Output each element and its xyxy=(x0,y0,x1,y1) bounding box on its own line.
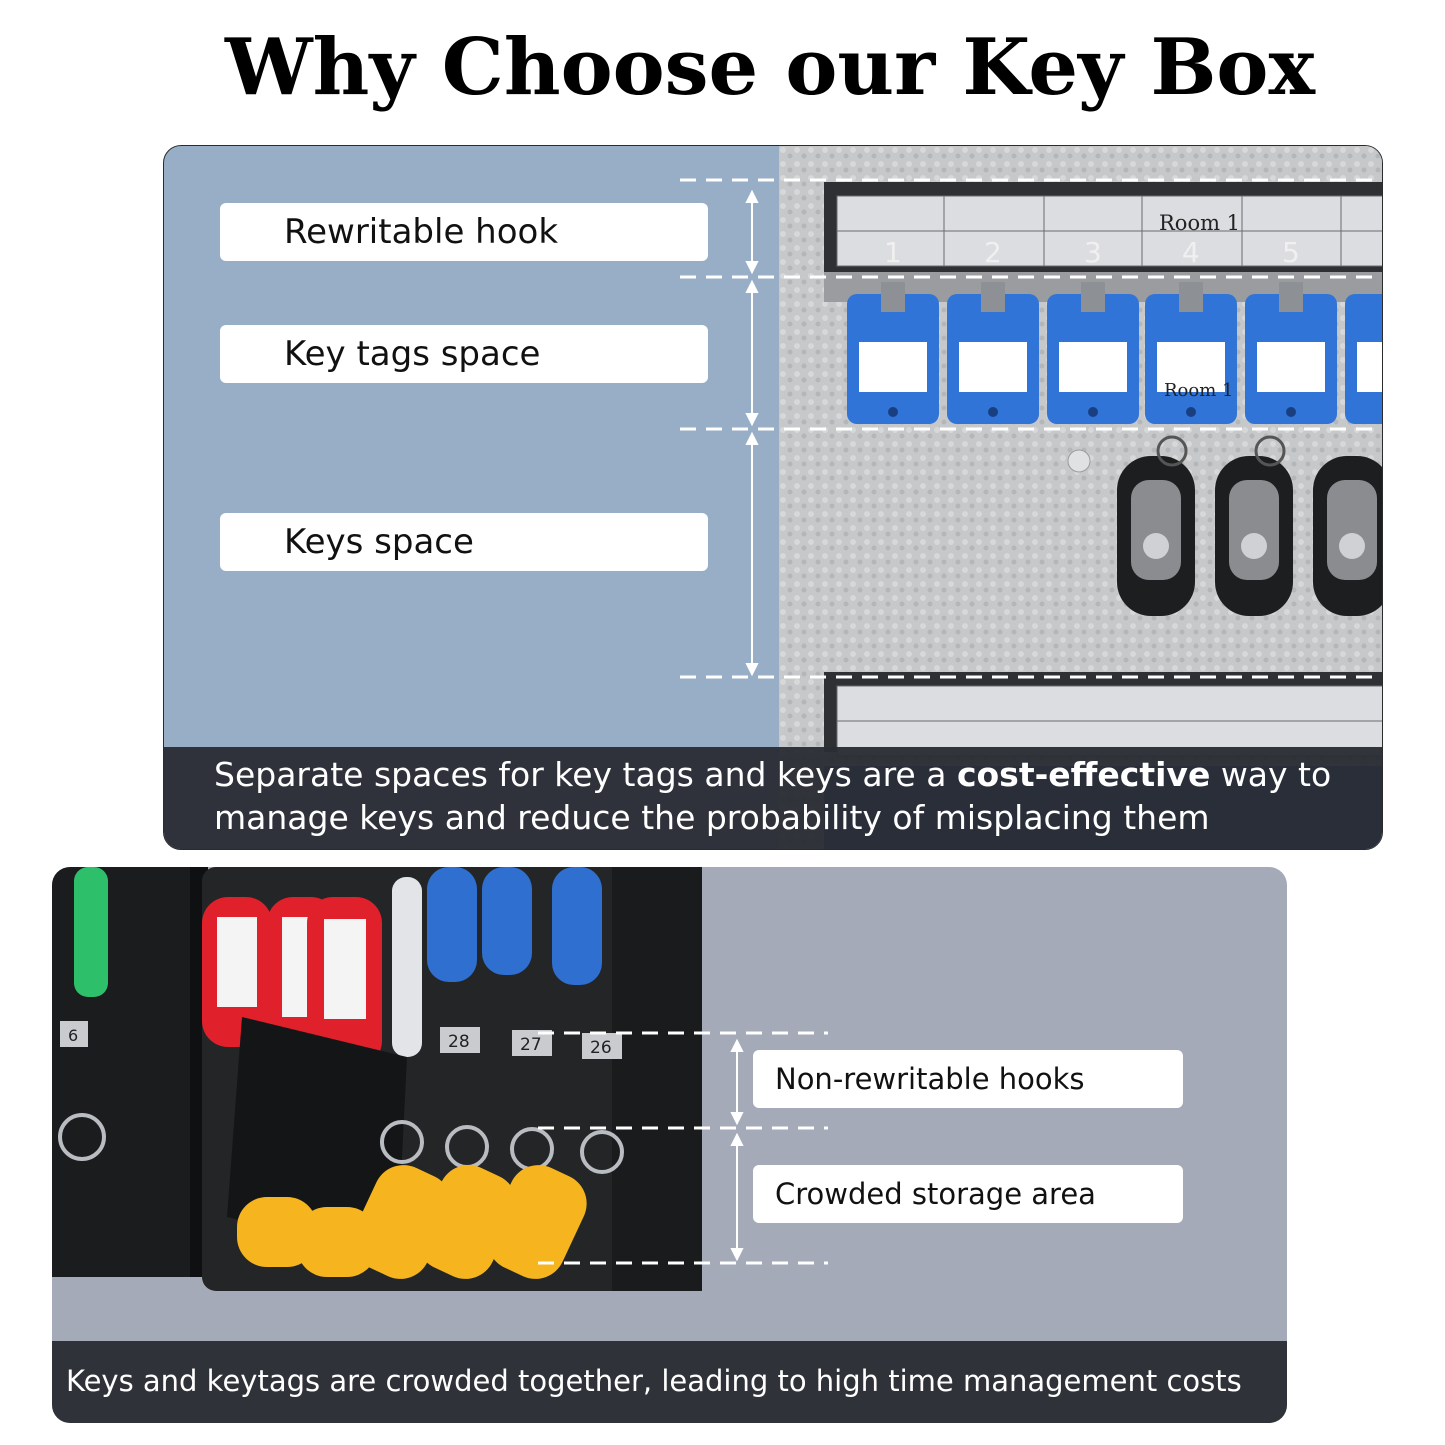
slot-number-27: 27 xyxy=(520,1035,542,1055)
crowded-storage-area-text: Crowded storage area xyxy=(775,1177,1096,1211)
bottom-caption-text: Keys and keytags are crowded together, leading to high time management costs xyxy=(66,1364,1242,1398)
top-caption-text xyxy=(214,753,1364,839)
slot-number-26: 26 xyxy=(590,1038,612,1058)
slot-number-28: 28 xyxy=(448,1032,470,1052)
top-caption xyxy=(164,747,1382,849)
top-caption-bold: cost-effective xyxy=(956,755,1211,794)
rail-room-label: Room 1 xyxy=(1159,211,1241,235)
keys-space-label xyxy=(220,513,708,571)
rail-number-2: 2 xyxy=(984,236,1002,269)
top-caption-before: Separate spaces for key tags and keys are a xyxy=(214,755,957,794)
tag-room-label: Room 1 xyxy=(1164,380,1234,401)
non-rewritable-hooks-text: Non-rewritable hooks xyxy=(775,1062,1085,1096)
rail-number-3: 3 xyxy=(1084,236,1102,269)
crowded-storage-area-label xyxy=(753,1165,1183,1223)
keys-space-text: Keys space xyxy=(284,522,474,562)
key-tags-space-label xyxy=(220,325,708,383)
rail-number-5: 5 xyxy=(1282,236,1300,269)
separated-design-panel xyxy=(163,145,1383,850)
rewritable-hook-label xyxy=(220,203,708,261)
rail-number-1: 1 xyxy=(884,236,902,269)
rewritable-hook-text: Rewritable hook xyxy=(284,212,559,252)
competitor-design-panel xyxy=(52,867,1287,1423)
key-tags-space-text: Key tags space xyxy=(284,334,541,374)
non-rewritable-hooks-label xyxy=(753,1050,1183,1108)
dimension-guides xyxy=(52,867,1287,1423)
top-caption-after: way to manage keys and reduce the probability of misplacing them xyxy=(214,755,1332,837)
rail-number-4: 4 xyxy=(1182,236,1200,269)
slot-number-6: 6 xyxy=(68,1026,79,1045)
bottom-caption xyxy=(52,1341,1287,1423)
page-title: Why Choose our Key Box xyxy=(225,22,1315,113)
